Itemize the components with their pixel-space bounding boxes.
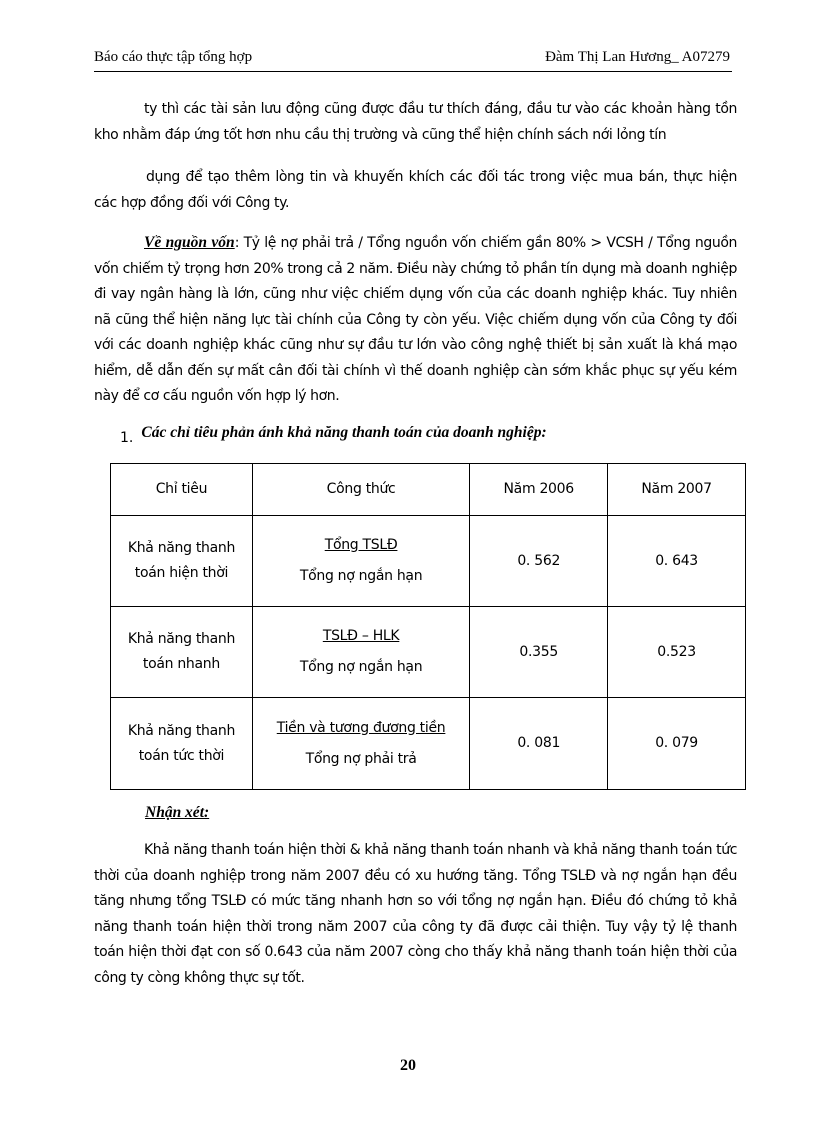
header-report-title: Báo cáo thực tập tổng hợp: [94, 49, 253, 65]
table-row: [111, 698, 746, 790]
header-year-2006: Năm 2006: [470, 464, 608, 516]
liquidity-ratio-table: [110, 463, 746, 790]
capital-sources-label: Về nguồn vốn: [144, 234, 235, 251]
row-label-line: toán tức thời: [138, 747, 225, 764]
value-2006: 0. 562: [470, 516, 608, 607]
formula-numerator: Tổng TSLĐ: [324, 537, 398, 553]
value-2007: 0.523: [608, 607, 746, 698]
page-header: [94, 49, 730, 66]
value-2006: 0.355: [470, 607, 608, 698]
capital-sources-text: : Tỷ lệ nợ phải trả / Tổng nguồn vốn chiếm gần 80% > VCSH / Tổng nguồn vốn chiếm tỷ trọng hơn 20% trong cả 2 năm. Điều này chứng tỏ phần tín dụng mà doanh nghiệp đi vay ngân hàng là lớn, cũng như việc chiếm dụng vốn của các doanh nghiệp khác. Tuy nhiên nã cũng thể hiện năng lực tài chính của Công ty còn yếu. Việc chiếm dụng vốn của Công ty đối với các doanh nghiệp khác cũng như sự đầu tư lớn vào công nghệ thiết bị sản xuất là khá mạo hiểm, dễ dẫn đến sự mất cân đối tài chính vì thế doanh nghiệp càn sớm khắc phục sự yếu kém này để cơ cấu nguồn vốn hợp lý hơn.: [94, 235, 737, 404]
header-indicator: Chỉ tiêu: [111, 464, 253, 516]
comment-paragraph: Khả năng thanh toán hiện thời & khả năng thanh toán nhanh và khả năng thanh toán tức thời của doanh nghiệp trong năm 2007 đều có xu hướng tăng. Tổng TSLĐ và nợ ngắn hạn đều tăng nhưng tổng TSLĐ có mức tăng nhanh hơn so với tổng nợ ngắn hạn. Điều đó chứng tỏ khả năng thanh toán hiện thời trong năm 2007 của công ty đã được cải thiện. Tuy vậy tỷ lệ thanh toán hiện thời đạt con số 0.643 của năm 2007 còng cho thấy khả năng thanh toán hiện thời của công ty còng không thực sự tốt.: [94, 842, 738, 986]
row-label-line: Khả năng thanh: [127, 540, 236, 556]
comment-heading: Nhận xét:: [145, 804, 210, 821]
section-number: 1.: [120, 430, 134, 446]
row-label-line: Khả năng thanh: [127, 722, 236, 739]
row-label: [111, 516, 253, 607]
formula-denominator: Tổng nợ ngắn hạn: [299, 659, 423, 675]
header-author: Đàm Thị Lan Hương_ A07279: [545, 49, 730, 65]
paragraph-credit: dụng để tạo thêm lòng tin và khuyến khích các đối tác trong việc mua bán, thực hiện các hợp đồng đối với Công ty.: [94, 169, 737, 211]
section-title: Các chỉ tiêu phản ánh khả năng thanh toán của doanh nghiệp: [141, 424, 542, 441]
formula-denominator: Tổng nợ phải trả: [305, 750, 417, 767]
value-2006: 0. 081: [470, 698, 608, 790]
table-row: [111, 607, 746, 698]
row-formula: [252, 698, 469, 790]
paragraph-capital-sources: [94, 230, 737, 410]
row-formula: [252, 607, 469, 698]
value-2007: 0. 643: [608, 516, 746, 607]
row-label-line: Khả năng thanh: [127, 631, 236, 647]
section-heading: [120, 424, 547, 446]
table-header-row: [111, 464, 746, 516]
row-label-line: toán hiện thời: [134, 565, 229, 581]
row-formula: [252, 516, 469, 607]
row-label: [111, 698, 253, 790]
row-label: [111, 607, 253, 698]
section-title-colon: :: [541, 424, 547, 441]
paragraph-assets: ty thì các tài sản lưu động cũng được đầu tư thích đáng, đầu tư vào các khoản hàng tồn kho nhằm đáp ứng tốt hơn nhu cầu thị trường và cũng thể hiện chính sách nới lỏng tín: [94, 101, 737, 143]
row-label-line: toán nhanh: [142, 656, 220, 672]
page-number: 20: [400, 1057, 416, 1074]
header-rule: [94, 71, 732, 72]
formula-numerator: TSLĐ – HLK: [322, 628, 400, 644]
value-2007: 0. 079: [608, 698, 746, 790]
formula-numerator: Tiền và tương đương tiền: [276, 719, 446, 736]
header-year-2007: Năm 2007: [608, 464, 746, 516]
header-formula: Công thức: [252, 464, 469, 516]
formula-denominator: Tổng nợ ngắn hạn: [299, 568, 423, 584]
table-row: [111, 516, 746, 607]
